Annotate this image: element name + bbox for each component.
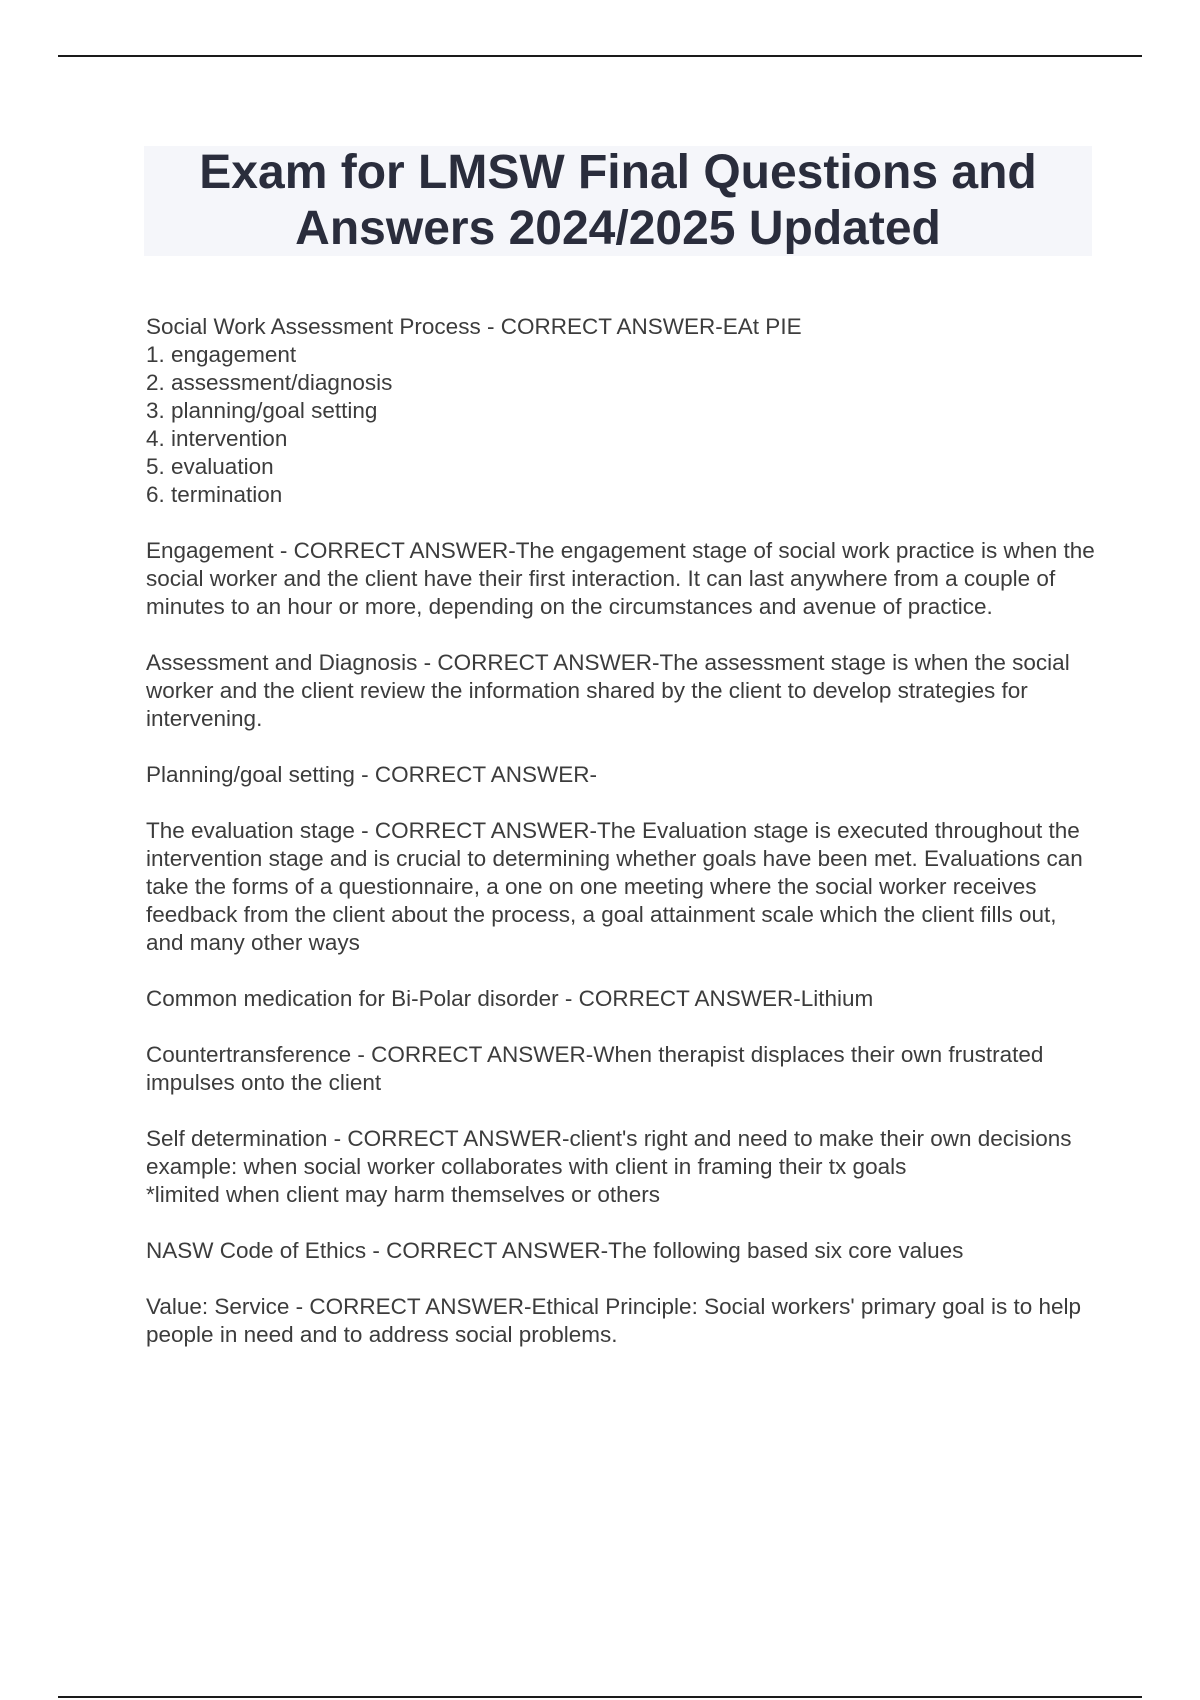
qa-entry-nasw-code: NASW Code of Ethics - CORRECT ANSWER-The following based six core values: [146, 1238, 964, 1263]
qa-entry-evaluation: The evaluation stage - CORRECT ANSWER-The Evaluation stage is executed throughout the intervention stage and is crucial to determining whether goals have been met. Evaluations can take the forms of a questionnaire, a one on one meeting where the social worker receives feedback from the client about the process, a goal attainment scale which the client fills out, and many other ways: [146, 818, 1083, 955]
qa-entry-planning: Planning/goal setting - CORRECT ANSWER-: [146, 762, 597, 787]
header-rule: [58, 55, 1142, 57]
qa-entry-bipolar-medication: Common medication for Bi-Polar disorder - CORRECT ANSWER-Lithium: [146, 986, 874, 1011]
qa-entry-engagement: Engagement - CORRECT ANSWER-The engagement stage of social work practice is when the social worker and the client have their first interaction. It can last anywhere from a couple of minutes to an hour or more, depending on the circumstances and avenue of practice.: [146, 538, 1095, 619]
qa-entry-assessment-process: Social Work Assessment Process - CORRECT ANSWER-EAt PIE 1. engagement 2. assessment/diagnosis 3. planning/goal setting 4. intervention 5. evaluation 6. termination: [146, 314, 802, 507]
qa-entry-assessment-diagnosis: Assessment and Diagnosis - CORRECT ANSWER-The assessment stage is when the social worker and the client review the information shared by the client to develop strategies for intervening.: [146, 650, 1070, 731]
qa-entry-countertransference: Countertransference - CORRECT ANSWER-When therapist displaces their own frustrated impulses onto the client: [146, 1042, 1044, 1095]
page-title: Exam for LMSW Final Questions and Answers 2024/2025 Updated: [199, 146, 1037, 255]
footer-rule: [58, 1696, 1142, 1698]
qa-entry-value-service: Value: Service - CORRECT ANSWER-Ethical Principle: Social workers' primary goal is to help people in need and to address social problems.: [146, 1294, 1082, 1347]
title-banner: [144, 146, 1092, 256]
qa-entry-self-determination: Self determination - CORRECT ANSWER-client's right and need to make their own decisions example: when social worker collaborates with client in framing their tx goals *limited when client may harm themselves or others: [146, 1126, 1072, 1207]
qa-content: [146, 313, 1096, 1377]
